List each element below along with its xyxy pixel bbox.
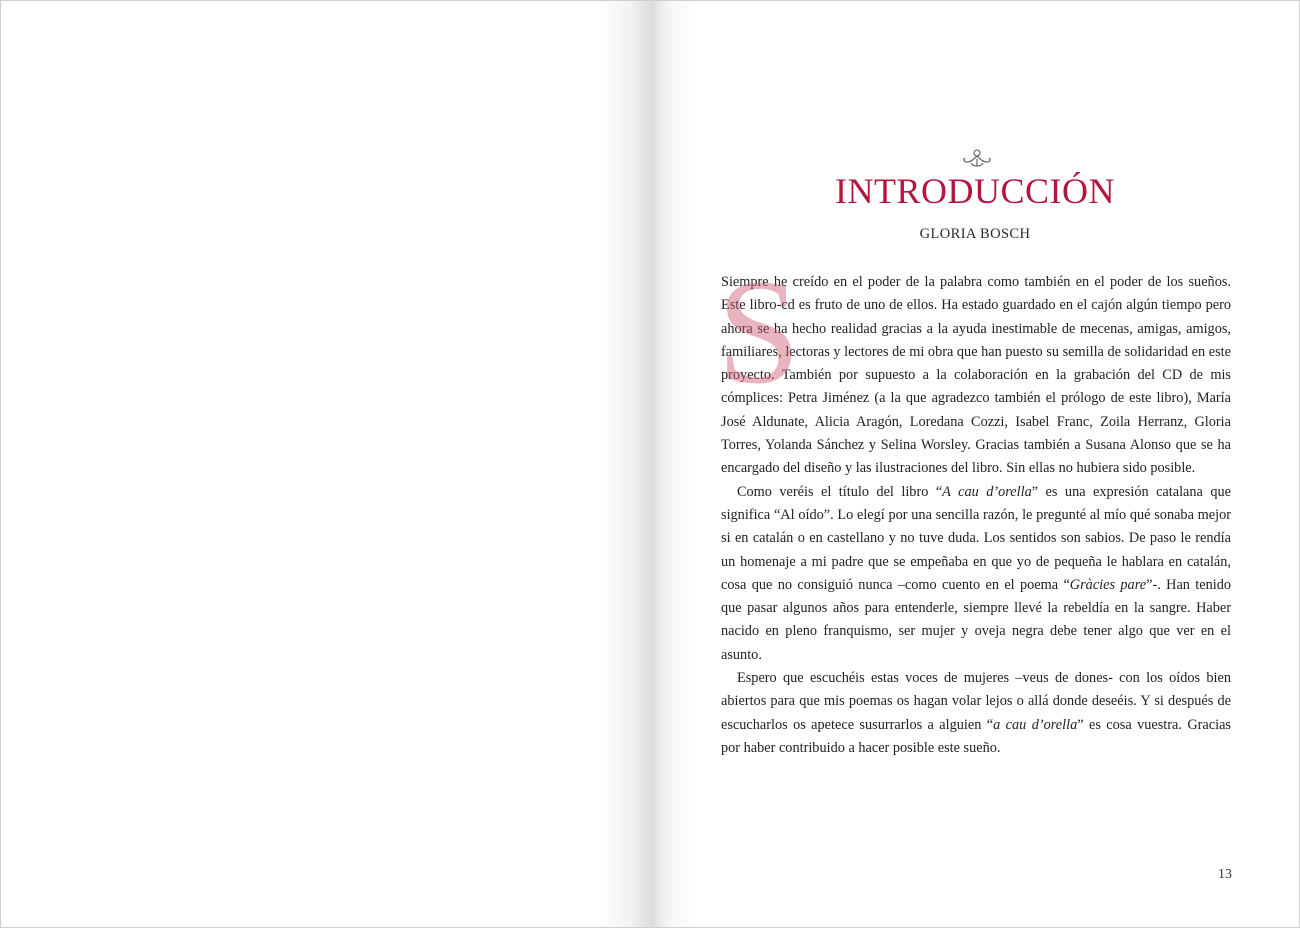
dropcap-letter: S <box>717 249 801 415</box>
poem-title-italic: Gràcies pare <box>1069 576 1147 593</box>
paragraph-3-text-a: Espero que escuchéis estas voces de mujeres –veus de dones- con los oídos bien abiertos para que mis poemas os hagan volar lejos o allá donde deseéis. Y si después de escucharlos os apetece susurrarlos a alguien “ <box>721 670 1231 733</box>
body-text <box>717 249 1232 760</box>
phrase-italic: a cau d’orella <box>993 716 1078 733</box>
paragraph-2-text-b: ” es una expresión catalana que significa “Al oído”. Lo elegí por una sencilla razón, le pregunté al mío qué sonaba mejor si en catalán o en castellano y no tuve duda. Los sentidos son sabios. De paso le rendía un homenaje a mi padre que se empeñaba en que yo de pequeña le hablara en catalán, cosa que no consiguió nunca –como cuento en el poema “ <box>721 483 1231 593</box>
floral-ornament-icon <box>962 147 992 169</box>
paragraph-3-text-b: ” es cosa vuestra. Gracias por haber contribuido a hacer posible este sueño. <box>721 716 1231 756</box>
paragraph-2 <box>721 481 1231 667</box>
page-number: 13 <box>1218 867 1232 882</box>
left-page-blank <box>1 1 651 927</box>
paragraph-2-text-c: ”-. Han tenido que pasar algunos años para entenderle, siempre llevé la rebeldía en la sangre. Haber nacido en pleno franquismo, ser mujer y oveja negra debe tener algo que ver en el asunto. <box>721 576 1232 663</box>
author-name: GLORIA BOSCH <box>919 226 1031 242</box>
book-title-italic: A cau d’orella <box>942 483 1032 500</box>
chapter-title: INTRODUCCIÓN <box>835 171 1115 211</box>
paragraph-2-text-a: Como veréis el título del libro “ <box>737 483 943 500</box>
right-page <box>651 1 1299 927</box>
paragraph-1-text: Siempre he creído en el poder de la palabra como también en el poder de los sueños. Este libro-cd es fruto de uno de ellos. Ha estado guardado en el cajón algún tiempo pero ahora se ha hecho realidad gracias a la ayuda inestimable de mecenas, amigas, amigos, familiares, lectoras y lectores de mi obra que han puesto su semilla de solidaridad en este proyecto. También por supuesto a la colaboración en la grabación del CD de mis cómplices: Petra Jiménez (a la que agradezco también el prólogo de este libro), María José Aldunate, Alicia Aragón, Loredana Cozzi, Isabel Franc, Zoila Herranz, Gloria Torres, Yolanda Sánchez y Selina Worsley. Gracias también a Susana Alonso que se ha encargado del diseño y las ilustraciones del libro. Sin ellas no hubiera sido posible. <box>721 274 1231 477</box>
paragraph-3 <box>721 667 1231 760</box>
paragraph-1 <box>717 249 1231 481</box>
